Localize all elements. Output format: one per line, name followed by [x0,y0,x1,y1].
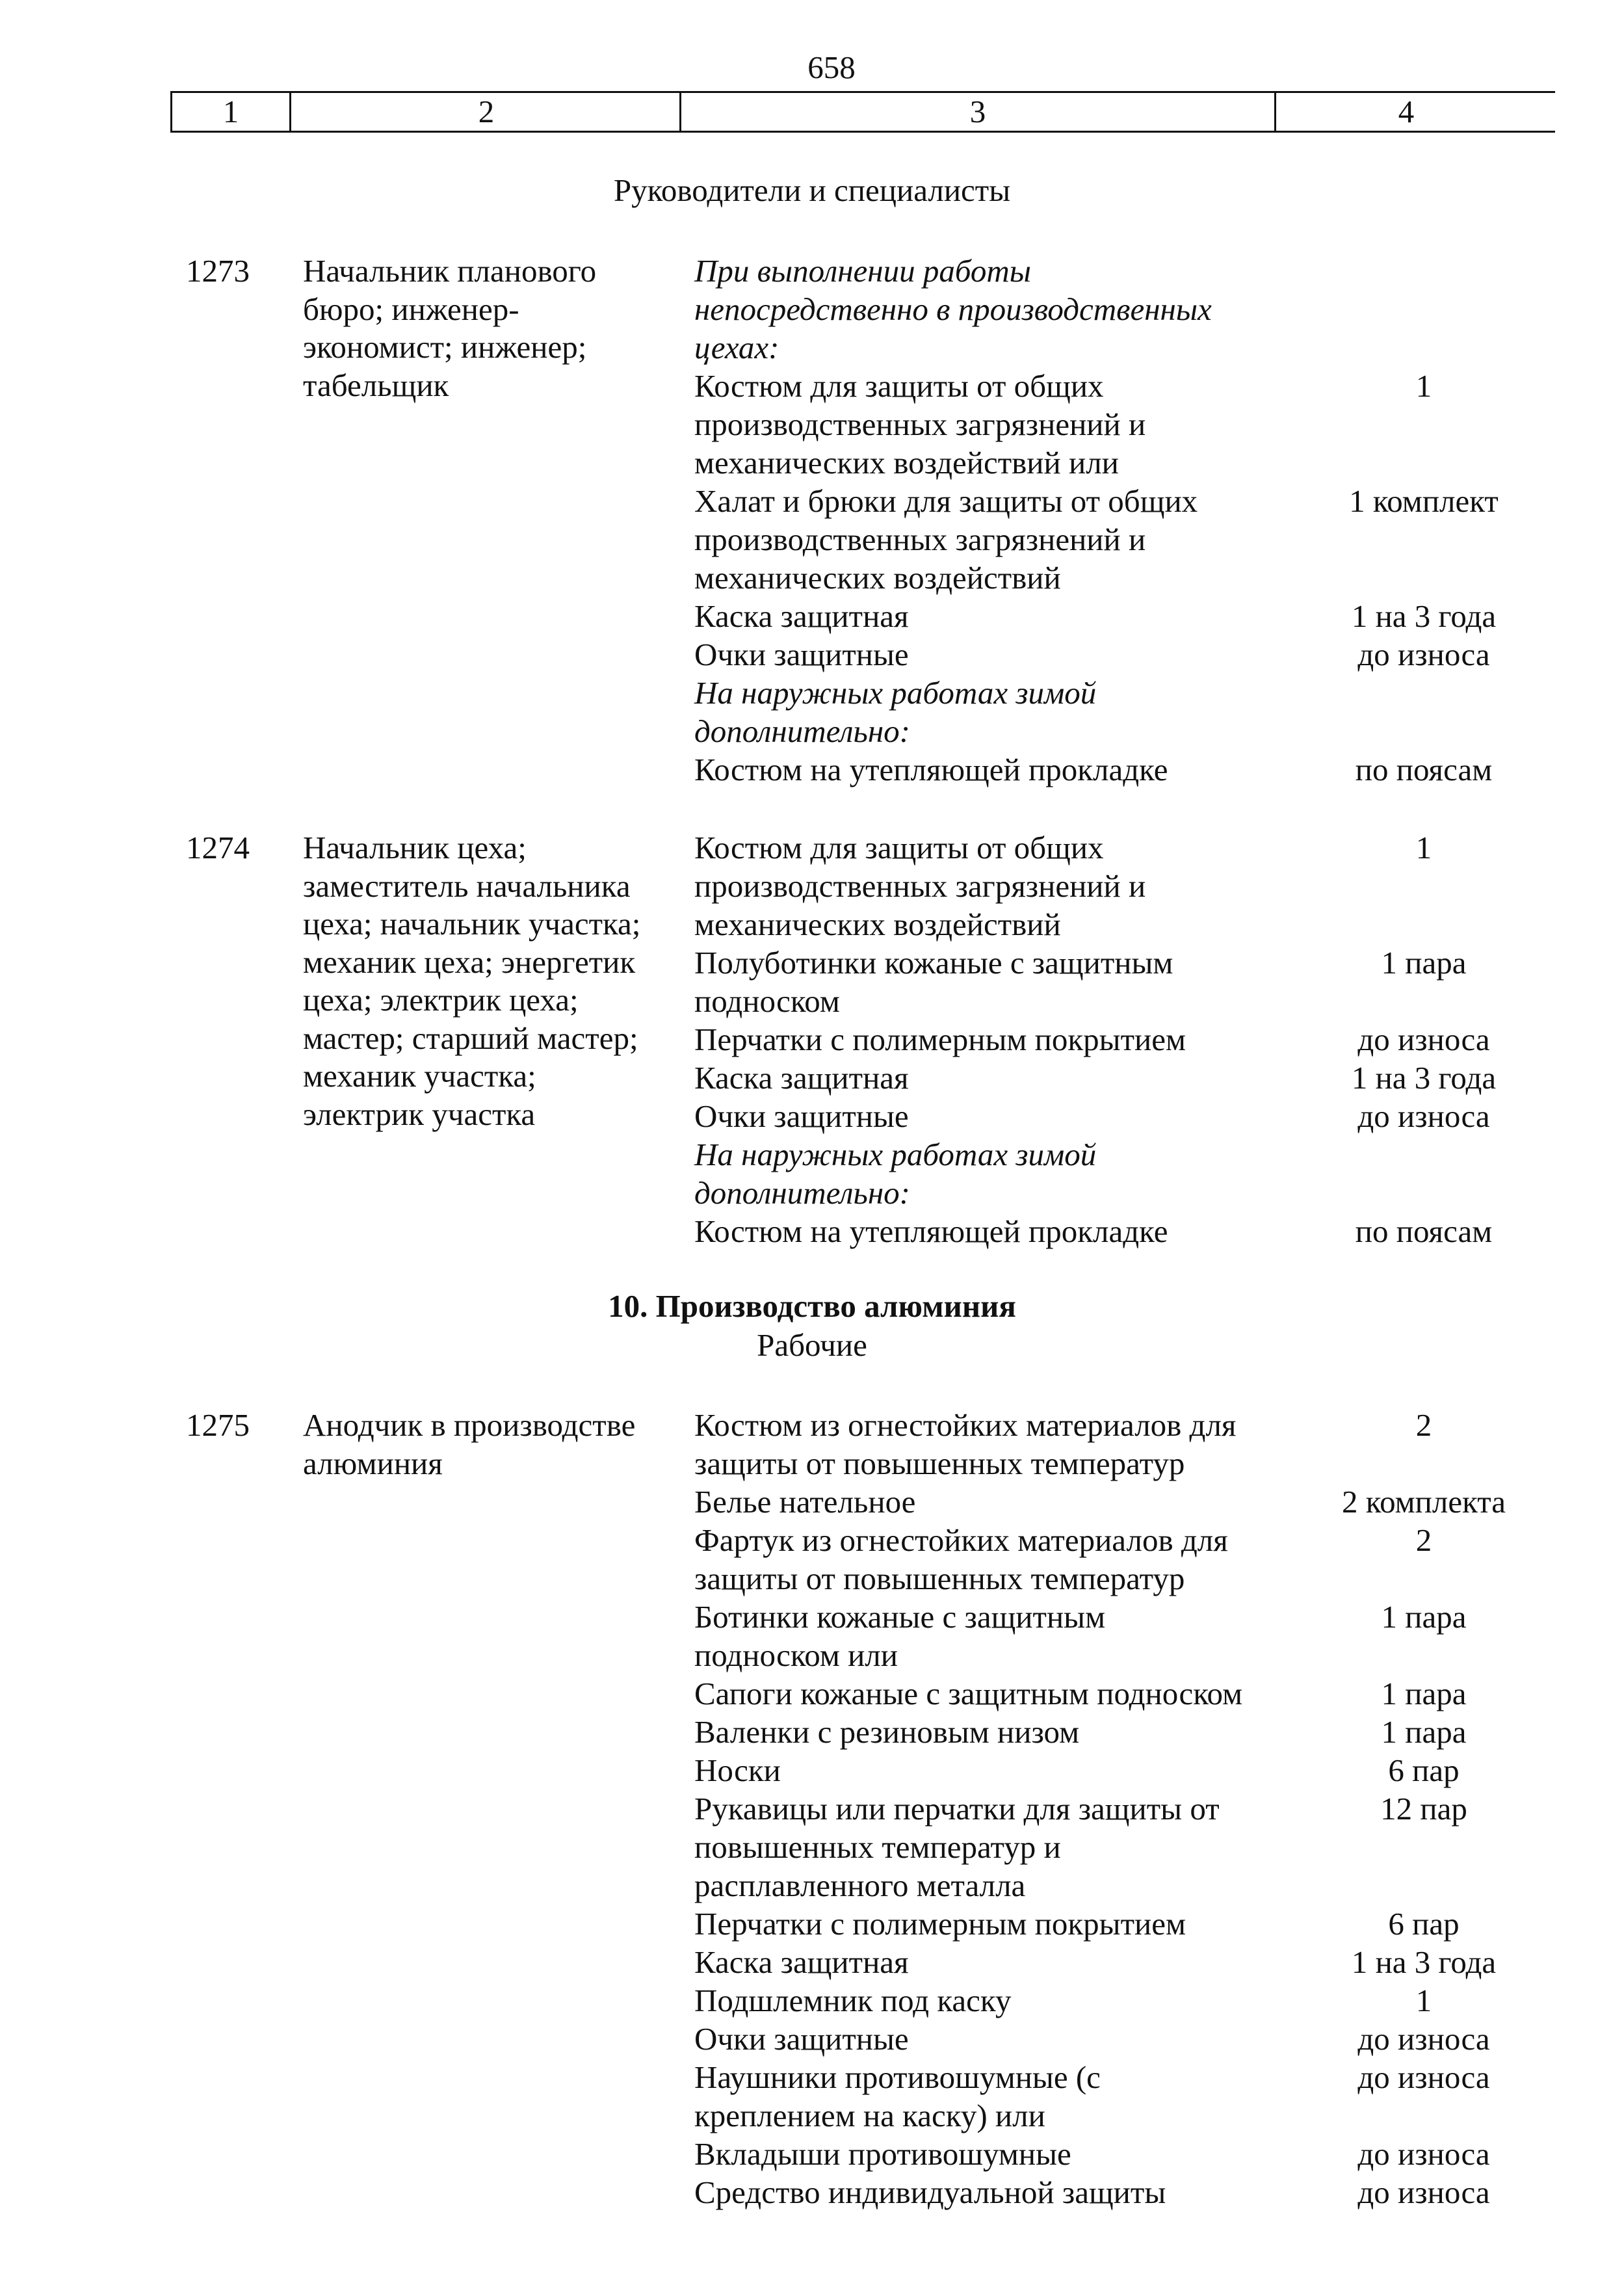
ppe-quantity: по поясам [1355,752,1493,787]
ppe-item: Костюм на утепляющей прокладке [694,1213,1168,1249]
ppe-item: Костюм на утепляющей прокладке [694,752,1168,787]
ppe-quantity: до износа [1357,2136,1490,2172]
ppe-quantity: 1 пара [1381,1714,1467,1750]
ppe-item: Очки защитные [694,637,909,672]
ppe-item: Белье нательное [694,1484,916,1520]
ppe-item: Вкладыши противошумные [694,2136,1071,2172]
ppe-quantity: 6 пар [1388,1906,1460,1942]
profession-line: электрик участка [303,1096,536,1132]
ppe-item: Перчатки с полимерным покрытием [694,1906,1186,1942]
section-heading-managers: Руководители и специалисты [613,172,1011,208]
ppe-item: дополнительно: [694,1175,910,1211]
ppe-item: Ботинки кожаные с защитным [694,1599,1106,1635]
ppe-item: Носки [694,1752,781,1788]
ppe-item: Костюм из огнестойких материалов для [694,1407,1237,1443]
profession-names [303,1406,667,1483]
ppe-item: Очки защитные [694,2021,909,2057]
ppe-quantity: 2 [1415,1522,1432,1558]
ppe-item: непосредственно в производственных [694,291,1212,327]
ppe-quantity: до износа [1357,2059,1490,2095]
section-heading-workers: Рабочие [757,1327,867,1363]
ppe-item: цехах: [694,330,779,365]
ppe-item: Костюм для защиты от общих [694,368,1104,404]
profession-line: цеха; электрик цеха; [303,982,579,1018]
profession-line: цеха; начальник участка; [303,906,641,942]
ppe-quantity: 1 пара [1381,945,1467,981]
ppe-item: производственных загрязнений и [694,521,1146,557]
ppe-item: Полуботинки кожаные с защитным [694,945,1173,981]
ppe-item: На наружных работах зимой [694,675,1097,711]
ppe-quantity: 1 на 3 года [1351,1060,1497,1096]
ppe-item: Каска защитная [694,1060,909,1096]
ppe-quantity: до износа [1357,2021,1490,2057]
ppe-quantity: по поясам [1355,1213,1493,1249]
profession-line: алюминия [303,1445,443,1481]
ppe-quantity: 1 [1415,1983,1432,2018]
ppe-item: расплавленного металла [694,1867,1026,1903]
ppe-item: Халат и брюки для защиты от общих [694,483,1198,519]
ppe-item: Валенки с резиновым низом [694,1714,1080,1750]
ppe-item: механических воздействий или [694,445,1119,481]
profession-line: Анодчик в производстве [303,1407,636,1443]
ppe-item: повышенных температур и [694,1829,1061,1865]
ppe-item: На наружных работах зимой [694,1137,1097,1172]
ppe-item: Костюм для защиты от общих [694,830,1104,865]
ppe-item: Наушники противошумные (с [694,2059,1101,2095]
ppe-item: креплением на каску) или [694,2098,1045,2133]
ppe-item: защиты от повышенных температур [694,1445,1185,1481]
ppe-quantity: 1 на 3 года [1351,598,1497,634]
ppe-item: подноском [694,983,840,1019]
section-title: 10. Производство алюминия [608,1288,1016,1324]
ppe-quantity: 1 [1415,368,1432,404]
entry-number: 1275 [186,1407,250,1443]
ppe-quantity: 1 комплект [1349,483,1499,519]
ppe-item: защиты от повышенных температур [694,1561,1185,1596]
ppe-item: механических воздействий [694,906,1061,942]
ppe-quantity: 2 комплекта [1342,1484,1506,1520]
ppe-quantity: 1 [1415,830,1432,865]
ppe-item: Очки защитные [694,1098,909,1134]
ppe-quantity: 12 пар [1380,1791,1467,1827]
ppe-quantity: до износа [1357,1098,1490,1134]
profession-names [303,829,667,1133]
ppe-quantity: 1 пара [1381,1676,1467,1711]
profession-line: механик цеха; энергетик [303,943,636,980]
ppe-quantity: до износа [1357,637,1490,672]
profession-line: Начальник цеха; [303,830,527,865]
ppe-item: При выполнении работы [694,253,1031,289]
ppe-quantity: до износа [1357,1022,1490,1057]
profession-line: Начальник планового [303,253,597,289]
ppe-item: производственных загрязнений и [694,406,1146,442]
ppe-quantity: 1 на 3 года [1351,1944,1497,1980]
ppe-item: подноском или [694,1637,898,1673]
ppe-quantity: 2 [1415,1407,1432,1443]
ppe-item: дополнительно: [694,713,910,749]
ppe-item: Рукавицы или перчатки для защиты от [694,1791,1220,1827]
column-header-4: 4 [1398,94,1415,129]
ppe-item: Подшлемник под каску [694,1983,1012,2018]
ppe-item: Сапоги кожаные с защитным подноском [694,1676,1243,1711]
column-header-3: 3 [969,94,986,129]
profession-names [303,252,667,404]
ppe-item: Каска защитная [694,1944,909,1980]
ppe-item: Перчатки с полимерным покрытием [694,1022,1186,1057]
profession-line: мастер; старший мастер; [303,1020,638,1056]
entry-number: 1273 [186,253,250,289]
ppe-item: Фартук из огнестойких материалов для [694,1522,1228,1558]
profession-line: табельщик [303,367,449,403]
column-header-row [170,91,1555,133]
ppe-item: производственных загрязнений и [694,868,1146,904]
profession-line: бюро; инженер- [303,291,519,327]
entry-number: 1274 [186,830,250,865]
ppe-quantity: до износа [1357,2174,1490,2210]
ppe-quantity: 6 пар [1388,1752,1460,1788]
ppe-item: Средство индивидуальной защиты [694,2174,1166,2210]
ppe-item: механических воздействий [694,560,1061,596]
column-header-2: 2 [478,94,495,129]
page-number: 658 [807,49,856,85]
column-header-1: 1 [222,94,239,129]
ppe-quantity: 1 пара [1381,1599,1467,1635]
ppe-item: Каска защитная [694,598,909,634]
profession-line: механик участка; [303,1058,536,1094]
profession-line: заместитель начальника [303,867,631,904]
profession-line: экономист; инженер; [303,329,587,365]
